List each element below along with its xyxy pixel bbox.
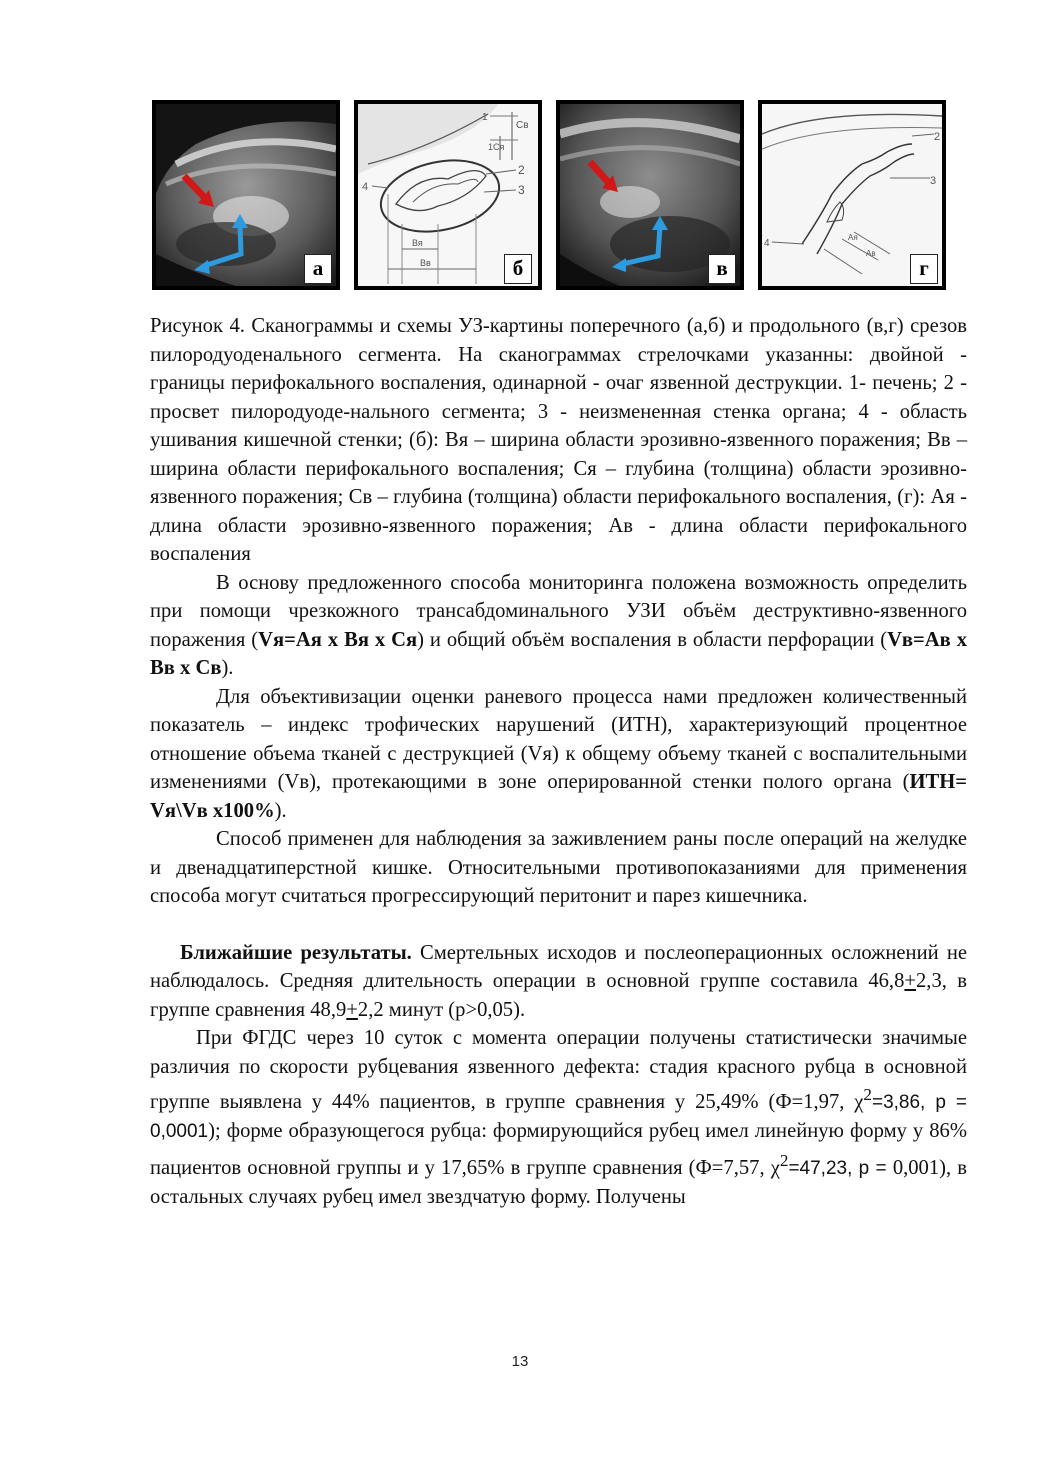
scheme-g-mark-aya: Ая (848, 233, 858, 242)
scheme-b-mark-vv: Вв (420, 258, 431, 268)
para4-text-2: 2,3, в группе сравнения 48,9 (150, 970, 968, 1021)
para4-text-3: 2,2 минут (р>0,05). (357, 998, 526, 1021)
paragraph-application: Способ применен для наблюдения за заживлением раны после операций на желудке и двенадцатиперстной кишке. Относительными противопоказаниями для применения способа могут считаться прогрессирующий перитонит и парез кишечника. (150, 828, 967, 907)
scheme-b-mark-1: 1 (482, 112, 488, 123)
panel-label-a: а (304, 254, 332, 284)
scheme-g-mark-av: Ав (866, 249, 876, 258)
plus-minus-1: + (904, 970, 916, 992)
figure-row (152, 100, 948, 290)
para4-text-1: Смертельных исходов и послеоперационных осложнений не наблюдалось. Средняя длительность операции в основной группе составила 46,8 (150, 941, 967, 992)
para5-text-3: 0,001), в остальных случаях рубец имел звездчатую форму. Получены (150, 1156, 968, 1209)
body-text (150, 312, 967, 1212)
scheme-b-mark-4: 4 (362, 181, 369, 193)
chi-value-1: =3,86, р = 0,0001 (150, 1091, 968, 1143)
scheme-b-mark-2: 2 (518, 163, 525, 177)
para5-text-2: ); форме образующегося рубца: формирующийся рубец имел линейную форму у 86% пациентов основной группы и у 17,65% в группе сравнения (Ф=7,57, (150, 1120, 967, 1179)
figure-panel-v (556, 100, 744, 290)
scheme-g-mark-3: 3 (930, 175, 937, 187)
chi-superscript-1: 2 (863, 1085, 872, 1104)
section-heading-immediate-results: Ближайшие результаты. (180, 941, 412, 964)
scheme-b-mark-cya: 1Ся (488, 142, 505, 152)
figure-panel-b (354, 100, 542, 290)
formula-vya: Vя=Ая х Вя х Ся (258, 628, 418, 651)
chi-superscript-2: 2 (779, 1150, 789, 1170)
plus-minus-2: + (346, 998, 358, 1021)
para2-text-1: Для объективизации оценки раневого процесса нами предложен количественный показатель – индекс трофических нарушений (ИТН), характеризующий процентное отношение объема тканей с деструкцией (Vя) к общему объему тканей с воспалительными изменениями (Vв), протекающими в зоне оперированной стенки полого органа ( (150, 685, 967, 793)
paragraph-itn-index (150, 683, 967, 826)
para1-text-1: В основу предложенного способа мониторинга положена возможность определить при помощи чрезкожного трансабдоминального УЗИ объём деструктивно-язвенного поражения ( (150, 571, 967, 651)
page-number: 13 (511, 1353, 529, 1370)
para2-text-2: ). (274, 799, 287, 822)
chi-value-2: =47,23, р = (788, 1157, 893, 1179)
panel-label-v: в (708, 254, 736, 284)
para1-text-2: ) и общий объём воспаления в области перфорации ( (417, 628, 888, 651)
para5-text-1: При ФГДС через 10 суток с момента операции получены статистически значимые различия по скорости рубцевания язвенного дефекта: стадия красного рубца в основной группе выявлена у 44% пациентов, в группе сравнения у 25,49% (Ф=1,97, (150, 1027, 967, 1113)
para1-text-3: ). (221, 657, 234, 679)
paragraph-monitoring-method (150, 569, 967, 683)
scheme-g-mark-4: 4 (764, 238, 770, 249)
scheme-g-mark-2: 2 (934, 131, 941, 143)
figure-caption: Рисунок 4. Сканограммы и схемы УЗ-картины поперечного (а,б) и продольного (в,г) срезов пилородуоденального сегмента. На сканограммах стрелочками указанны: двойной - границы перифокального воспаления, одинарной - очаг язвенной деструкции. 1- печень; 2 - просвет пилородуоде-нального сегмента; 3 - неизмененная стенка органа; 4 - область ушивания кишечной стенки; (б): Вя – ширина области эрозивно-язвенного поражения; Вв – ширина области перифокального воспаления; Ся – глубина (толщина) области эрозивно-язвенного поражения; Св – глубина (толщина) области перифокального воспаления, (г): Ая - длина области эрозивно-язвенного поражения; Ав - длина области перифокального воспаления (150, 315, 967, 565)
formula-vv: Vв=Ав х Вв х Св (150, 628, 968, 679)
scheme-b-mark-cv: Св (516, 120, 529, 131)
paragraph-immediate-results (150, 939, 967, 1025)
chi-symbol-1: χ (854, 1090, 864, 1113)
figure-panel-a (152, 100, 340, 290)
paragraph-fgds-results (150, 1024, 967, 1212)
scheme-b-mark-3: 3 (518, 183, 525, 197)
panel-label-b: б (504, 254, 532, 284)
paragraph-gap (150, 911, 967, 939)
figure-panel-g (758, 100, 946, 290)
formula-itn: ИТН= Vя\Vв х100% (150, 771, 967, 822)
panel-label-g: г (910, 254, 938, 284)
scheme-b-mark-vya: Вя (412, 238, 423, 248)
chi-symbol-2: χ (770, 1156, 780, 1179)
